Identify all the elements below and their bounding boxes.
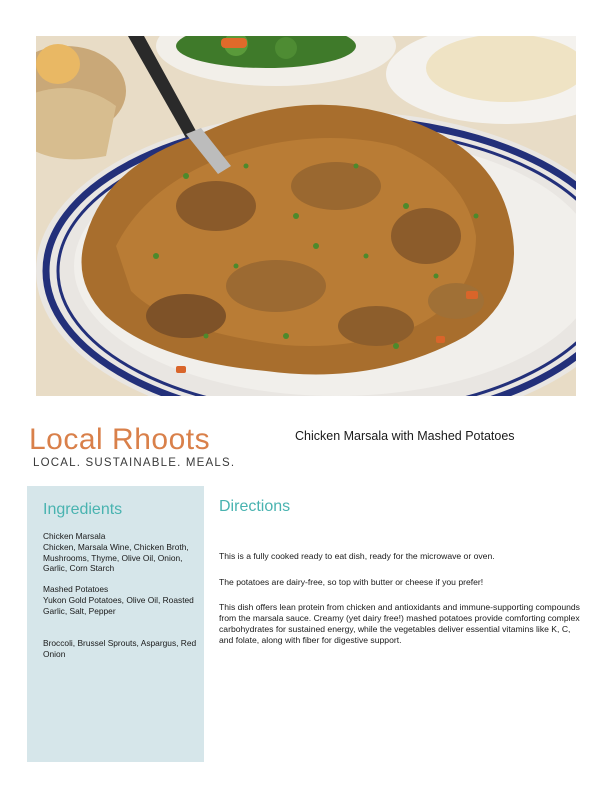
- direction-paragraph: This dish offers lean protein from chicken and antioxidants and immune-supporting compounds from the marsala sauce. Creamy (yet dairy free!) mashed potatoes provide comforting complex carbohydrates for sustained energy, while the vegetables deliver essential vitamins like K, C, and folate, along with fiber for digestive support.: [219, 602, 580, 645]
- ingredients-heading: Ingredients: [43, 501, 123, 518]
- ingredients-panel: [27, 486, 204, 762]
- direction-paragraph: This is a fully cooked ready to eat dish, ready for the microwave or oven.: [219, 551, 495, 561]
- brand-tagline: LOCAL. SUSTAINABLE. MEALS.: [33, 457, 236, 469]
- dish-title: Chicken Marsala with Mashed Potatoes: [295, 429, 515, 443]
- ingredient-group-title: Mashed Potatoes: [43, 584, 109, 594]
- ingredient-group-mashed-potatoes: [43, 584, 199, 616]
- ingredient-group-items: Broccoli, Brussel Sprouts, Aspargus, Red Onion: [43, 638, 197, 659]
- ingredient-group-items: Yukon Gold Potatoes, Olive Oil, Roasted Garlic, Salt, Pepper: [43, 594, 194, 616]
- food-photo-illustration: [36, 36, 576, 396]
- ingredient-group-items: Chicken, Marsala Wine, Chicken Broth, Mushrooms, Thyme, Olive Oil, Onion, Garlic, Corn Starch: [43, 541, 189, 574]
- ingredient-group-vegetables: [43, 638, 199, 660]
- brand-name: Local Rhoots: [29, 423, 211, 456]
- brand-logo: [29, 424, 235, 469]
- ingredient-group-chicken-marsala: [43, 531, 199, 574]
- direction-paragraph: The potatoes are dairy-free, so top with butter or cheese if you prefer!: [219, 577, 484, 587]
- hero-photo-chicken-marsala: [36, 36, 576, 396]
- directions-heading: Directions: [219, 498, 291, 515]
- ingredient-group-title: Chicken Marsala: [43, 531, 106, 541]
